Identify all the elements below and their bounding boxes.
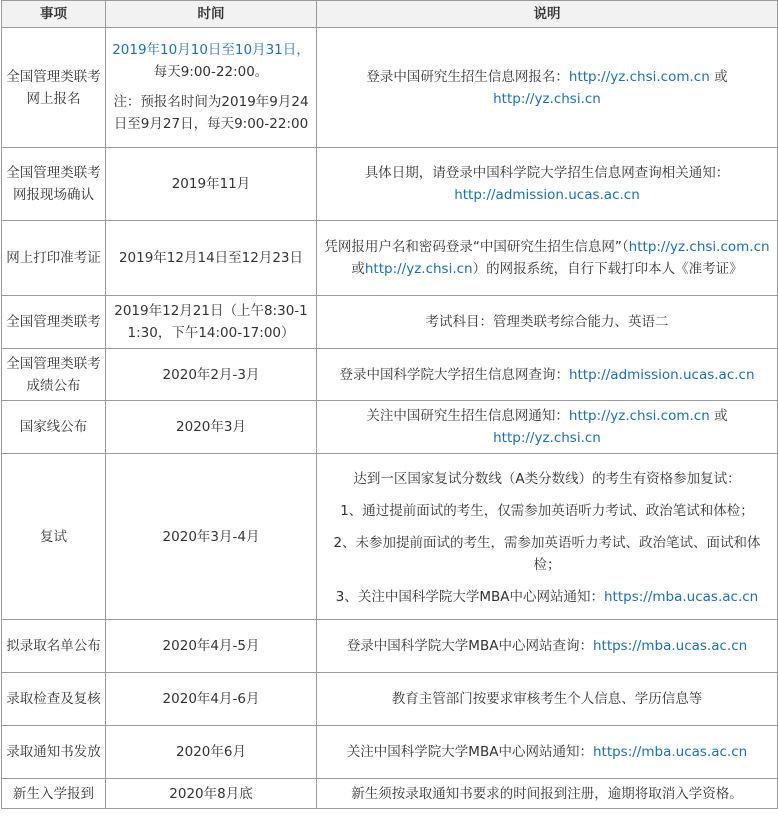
link-yz-chsi[interactable]: http://yz.chsi.cn [493,90,601,107]
time-cell: 2020年8月底 [106,779,317,809]
description-cell [317,221,778,296]
header-description: 说明 [317,1,778,28]
header-item: 事项 [2,1,106,28]
table-row [2,673,778,726]
description-text: 登录中国科学院大学招生信息网查询： [339,366,569,383]
description-cell [317,726,778,779]
time-cell [106,28,317,148]
link-yz-chsi[interactable]: http://yz.chsi.cn [493,430,601,446]
item-cell: 全国管理类联考 [2,296,106,349]
description-text: 关注中国科学院大学MBA中心网站通知： [346,744,593,760]
table-row [2,349,778,401]
time-cell: 2020年3月 [106,401,317,454]
description-cell: 教育主管部门按要求审核考生个人信息、学历信息等 [317,673,778,726]
description-paragraph: 达到一区国家复试分数线（A类分数线）的考生有资格参加复试： [353,470,741,487]
table-row [2,401,778,454]
item-cell: 拟录取名单公布 [2,620,106,673]
description-text: 3、关注中国科学院大学MBA中心网站通知： [335,588,604,605]
time-highlight: 2019年10月10日至10月31日， [112,41,310,58]
description-text: 关注中国研究生招生信息网通知： [366,408,569,424]
description-cell: 考试科目：管理类联考综合能力、英语二 [317,296,778,349]
description-cell [317,349,778,401]
description-text: 登录中国科学院大学MBA中心网站查询： [346,638,593,654]
time-cell: 2020年3月-4月 [106,454,317,620]
link-mba-ucas[interactable]: https://mba.ucas.ac.cn [592,744,748,760]
description-text: 凭网报用户名和密码登录“中国研究生招生信息网”（ [324,239,629,255]
time-cell: 2020年4月-6月 [106,673,317,726]
link-admission-ucas[interactable]: http://admission.ucas.ac.cn [454,187,640,203]
table-row [2,779,778,809]
description-text: 具体日期，请登录中国科学院大学招生信息网查询相关通知： [364,165,730,181]
description-paragraph: 2、未参加提前面试的考生，需参加英语听力考试、政治笔试、面试和体检； [333,534,761,573]
item-cell: 全国管理类联考网上报名 [2,28,106,148]
time-cell: 2020年2月-3月 [106,349,317,401]
description-cell [317,454,778,620]
header-time: 时间 [106,1,317,28]
table-row [2,148,778,221]
description-or: 或 [709,68,728,85]
description-text: 登录中国研究生招生信息网报名： [366,68,569,85]
table-row [2,454,778,620]
schedule-table [1,0,778,809]
link-yz-chsi[interactable]: http://yz.chsi.cn [364,261,473,277]
description-cell: 新生须按录取通知书要求的时间报到注册，逾期将取消入学资格。 [317,779,778,809]
link-mba-ucas[interactable]: https://mba.ucas.ac.cn [592,638,748,654]
item-cell: 录取通知书发放 [2,726,106,779]
description-cell [317,148,778,221]
time-cell: 2019年12月21日（上午8:30-11:30，下午14:00-17:00） [106,296,317,349]
time-cell: 2019年11月 [106,148,317,221]
description-cell [317,620,778,673]
time-daily: 每天9:00-22:00。 [153,63,269,80]
item-cell: 录取检查及复核 [2,673,106,726]
table-row [2,620,778,673]
time-note: 注：预报名时间为2019年9月24日至9月27日，每天9:00-22:00 [113,93,309,132]
link-yz-chsi-com[interactable]: http://yz.chsi.com.cn [628,239,770,255]
item-cell: 全国管理类联考成绩公布 [2,349,106,401]
item-cell: 复试 [2,454,106,620]
item-cell: 全国管理类联考网报现场确认 [2,148,106,221]
description-or: 或 [351,261,365,277]
table-row [2,221,778,296]
link-admission-ucas[interactable]: http://admission.ucas.ac.cn [568,366,755,383]
description-cell [317,401,778,454]
description-text: ）的网报系统，自行下载打印本人《准考证》 [472,261,743,277]
link-yz-chsi-com[interactable]: http://yz.chsi.com.cn [568,68,710,85]
link-yz-chsi-com[interactable]: http://yz.chsi.com.cn [568,408,710,424]
description-cell [317,28,778,148]
description-paragraph: 1、通过提前面试的考生，仅需参加英语听力考试、政治笔试和体检； [340,502,754,519]
header-row [2,1,778,28]
table-row [2,28,778,148]
item-cell: 国家线公布 [2,401,106,454]
table-row [2,726,778,779]
time-cell: 2020年4月-5月 [106,620,317,673]
time-cell: 2020年6月 [106,726,317,779]
item-cell: 新生入学报到 [2,779,106,809]
time-cell: 2019年12月14日至12月23日 [106,221,317,296]
item-cell: 网上打印准考证 [2,221,106,296]
description-paragraph [323,586,771,608]
table-row [2,296,778,349]
description-or: 或 [709,408,728,424]
link-mba-ucas[interactable]: https://mba.ucas.ac.cn [604,588,759,605]
